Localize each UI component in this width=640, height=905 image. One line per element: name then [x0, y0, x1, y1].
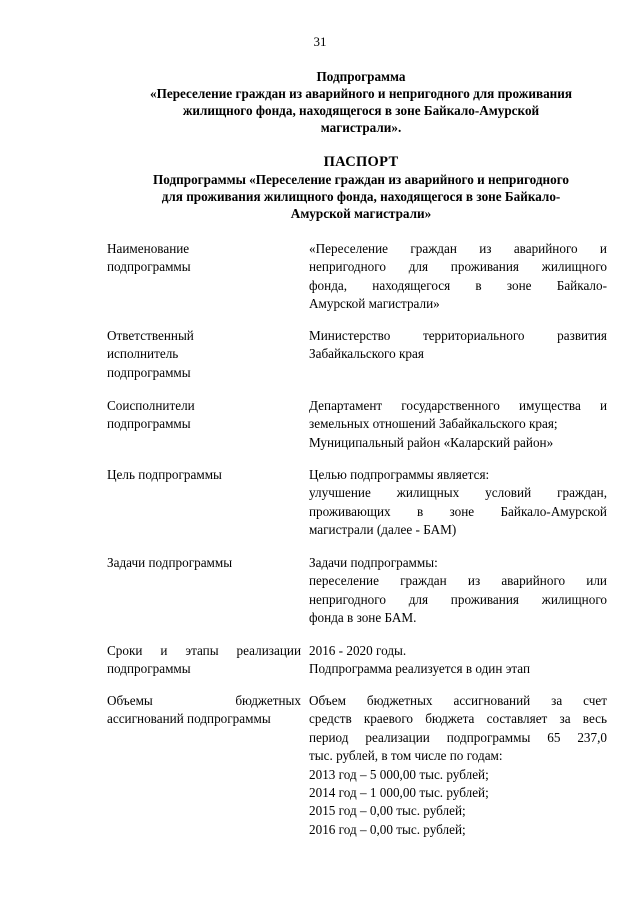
row-label-line: подпрограммы — [107, 259, 191, 275]
row-label-line: подпрограммы — [107, 416, 191, 432]
subprogram-heading — [100, 68, 622, 136]
row-value-line: фонда в зоне БАМ. — [309, 610, 417, 626]
row-value-line: земельных отношений Забайкальского края; — [309, 416, 558, 432]
row-label — [107, 554, 309, 628]
row-label — [107, 327, 309, 382]
row-label — [107, 642, 309, 679]
passport-subtitle-line: Амурской магистрали» — [290, 206, 432, 221]
row-value-line: переселение граждан из аварийного или — [309, 573, 607, 589]
passport-row-timeline — [107, 642, 607, 679]
row-value — [309, 642, 607, 679]
row-value-line: Министерство территориального развития — [309, 328, 607, 343]
row-label-line: Сроки и этапы реализации — [107, 643, 301, 658]
row-value-line: «Переселение граждан из аварийного и — [309, 241, 607, 256]
row-value-line: Целью подпрограммы является: — [309, 467, 490, 482]
page-number: 31 — [313, 34, 327, 49]
row-value-line: Муниципальный район «Каларский район» — [309, 434, 554, 450]
row-value — [309, 397, 607, 452]
row-label-line: исполнитель — [107, 346, 179, 362]
row-label-line: Соисполнители — [107, 398, 195, 413]
passport-row-goal — [107, 466, 607, 540]
row-label-line: Объемы бюджетных — [107, 693, 301, 708]
passport-row-tasks — [107, 554, 607, 628]
row-value-line: улучшение жилищных условий граждан, — [309, 485, 607, 501]
row-value — [309, 466, 607, 540]
row-label — [107, 692, 309, 839]
passport-row-budget — [107, 692, 607, 839]
row-label — [107, 240, 309, 314]
row-label-line: Цель подпрограммы — [107, 467, 222, 482]
row-value-line: непригодного для проживания жилищного — [309, 591, 607, 607]
row-value-line: фонда, находящегося в зоне Байкало- — [309, 277, 607, 293]
row-label-line: подпрограммы — [107, 364, 191, 380]
row-value-line: тыс. рублей, в том числе по годам: — [309, 748, 503, 764]
row-value-line: 2016 - 2020 годы. — [309, 643, 407, 658]
passport-heading — [100, 154, 622, 222]
row-label-line: Наименование — [107, 241, 190, 256]
passport-row-responsible — [107, 327, 607, 382]
row-value-line: Объем бюджетных ассигнований за счет — [309, 693, 607, 708]
subprogram-heading-line: жилищного фонда, находящегося в зоне Байкало-Амурской — [182, 103, 540, 118]
row-value-line: средств краевого бюджета составляет за весь — [309, 711, 607, 727]
row-value — [309, 240, 607, 314]
row-label-line: Задачи подпрограммы — [107, 555, 233, 570]
row-value-line: Подпрограмма реализуется в один этап — [309, 661, 531, 677]
row-value-line: Амурской магистрали» — [309, 296, 440, 312]
row-value-line: проживающих в зоне Байкало-Амурской — [309, 503, 607, 519]
row-value-line: 2016 год – 0,00 тыс. рублей; — [309, 821, 466, 837]
passport-row-name — [107, 240, 607, 314]
passport-subtitle-line: Подпрограммы «Переселение граждан из аварийного и непригодного — [153, 172, 569, 187]
passport-row-coexecutors — [107, 397, 607, 452]
subprogram-heading-line: Подпрограмма — [316, 69, 406, 84]
passport-title: ПАСПОРТ — [323, 154, 399, 170]
row-value — [309, 554, 607, 628]
subprogram-heading-line: магистрали». — [320, 120, 402, 135]
row-value — [309, 327, 607, 382]
subprogram-heading-line: «Переселение граждан из аварийного и непригодного для проживания — [149, 86, 572, 101]
row-value-line: непригодного для проживания жилищного — [309, 259, 607, 275]
row-value-line: Забайкальского края — [309, 346, 424, 362]
row-value-line: магистрали (далее - БАМ) — [309, 522, 457, 538]
row-value-line: 2015 год – 0,00 тыс. рублей; — [309, 803, 466, 819]
row-value-line: Задачи подпрограммы: — [309, 555, 438, 570]
row-label-line: Ответственный — [107, 328, 194, 343]
row-value-line: 2013 год – 5 000,00 тыс. рублей; — [309, 766, 489, 782]
row-value — [309, 692, 607, 839]
row-value-line: Департамент государственного имущества и — [309, 398, 607, 413]
passport-subtitle-line: для проживания жилищного фонда, находящегося в зоне Байкало- — [161, 189, 561, 204]
row-label — [107, 466, 309, 540]
row-label-line: подпрограммы — [107, 661, 191, 677]
row-value-line: 2014 год – 1 000,00 тыс. рублей; — [309, 785, 489, 801]
row-label-line: ассигнований подпрограммы — [107, 711, 271, 727]
row-value-line: период реализации подпрограммы 65 237,0 — [309, 729, 607, 745]
row-label — [107, 397, 309, 452]
